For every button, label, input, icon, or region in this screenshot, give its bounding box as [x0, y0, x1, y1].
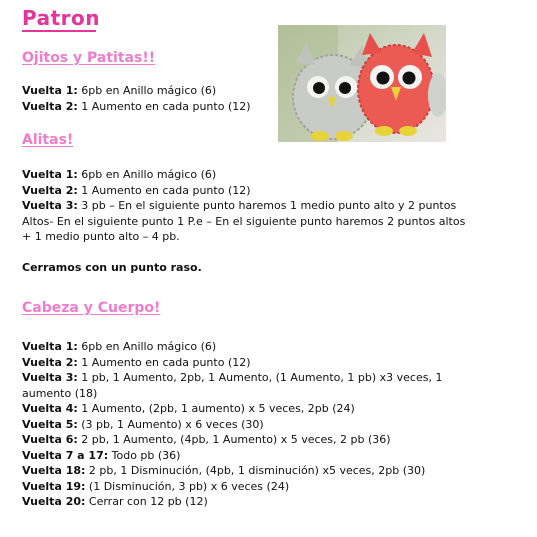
row-label: Vuelta 2: [22, 355, 78, 369]
row-text: 1 pb, 1 Aumento, 2pb, 1 Aumento, (1 Aumento, 1 pb) x3 veces, 1 aumento (18) [22, 371, 443, 400]
row-text: 1 Aumento en cada punto (12) [77, 355, 251, 369]
list-item [22, 198, 477, 245]
list-item [22, 83, 492, 99]
row-label: Vuelta 6: [22, 433, 78, 446]
row-label: Vuelta 5: [22, 417, 78, 431]
row-text: Todo pb (36) [108, 448, 181, 462]
row-text: 2 pb, 1 Aumento, (4pb, 1 Aumento) x 5 veces, 2 pb (36) [77, 433, 391, 446]
row-text: 1 Aumento, (2pb, 1 aumento) x 5 veces, 2pb (24) [77, 402, 355, 415]
row-label: Vuelta 7 a 17: [22, 448, 109, 462]
list-item [22, 417, 492, 433]
row-label: Vuelta 1: [22, 168, 78, 181]
list-item [22, 339, 492, 355]
row-label: Vuelta 1: [22, 340, 78, 353]
section-cabeza [22, 339, 492, 510]
row-text: 2 pb, 1 Disminución, (4pb, 1 disminución) x5 veces, 2pb (30) [85, 464, 426, 477]
list-item [22, 355, 492, 371]
list-item [22, 401, 492, 417]
row-label: Vuelta 4: [22, 402, 78, 415]
list-item [22, 99, 492, 115]
title-underline [22, 30, 96, 32]
row-label: Vuelta 19: [22, 479, 86, 493]
list-item [22, 432, 492, 448]
heading-alitas: Alitas! [22, 132, 74, 148]
row-text: 6pb en Anillo mágico (6) [77, 340, 217, 353]
list-item [22, 463, 492, 479]
closing-note: Cerramos con un punto raso. [22, 260, 202, 274]
list-item [22, 494, 492, 510]
row-label: Vuelta 1: [22, 84, 78, 97]
heading-cabeza: Cabeza y Cuerpo! [22, 300, 161, 316]
row-text: 6pb en Anillo mágico (6) [77, 84, 217, 97]
row-text: 1 Aumento en cada punto (12) [77, 99, 251, 113]
row-text: 3 pb – En el siguiente punto haremos 1 medio punto alto y 2 puntos Altos- En el siguiente punto 1 P.e – En el siguiente punto haremos 2 puntos altos + 1 medio punto alto – 4 pb. [22, 199, 466, 243]
row-text: Cerrar con 12 pb (12) [85, 495, 208, 508]
list-item [22, 479, 492, 495]
row-text: 6pb en Anillo mágico (6) [77, 168, 217, 181]
row-text: 1 Aumento en cada punto (12) [77, 183, 251, 197]
row-label: Vuelta 2: [22, 183, 78, 197]
row-label: Vuelta 3: [22, 199, 78, 212]
row-text: (3 pb, 1 Aumento) x 6 veces (30) [77, 417, 264, 431]
list-item [22, 370, 472, 401]
row-text: (1 Disminución, 3 pb) x 6 veces (24) [85, 479, 290, 493]
list-item [22, 167, 492, 183]
page-title: Patron [22, 6, 101, 30]
section-alitas [22, 167, 492, 275]
list-item [22, 448, 492, 464]
heading-ojitos: Ojitos y Patitas!! [22, 50, 156, 66]
row-label: Vuelta 2: [22, 99, 78, 113]
row-label: Vuelta 20: [22, 495, 86, 508]
row-label: Vuelta 18: [22, 464, 86, 477]
row-label: Vuelta 3: [22, 371, 78, 384]
list-item [22, 183, 492, 199]
section-ojitos [22, 83, 492, 114]
